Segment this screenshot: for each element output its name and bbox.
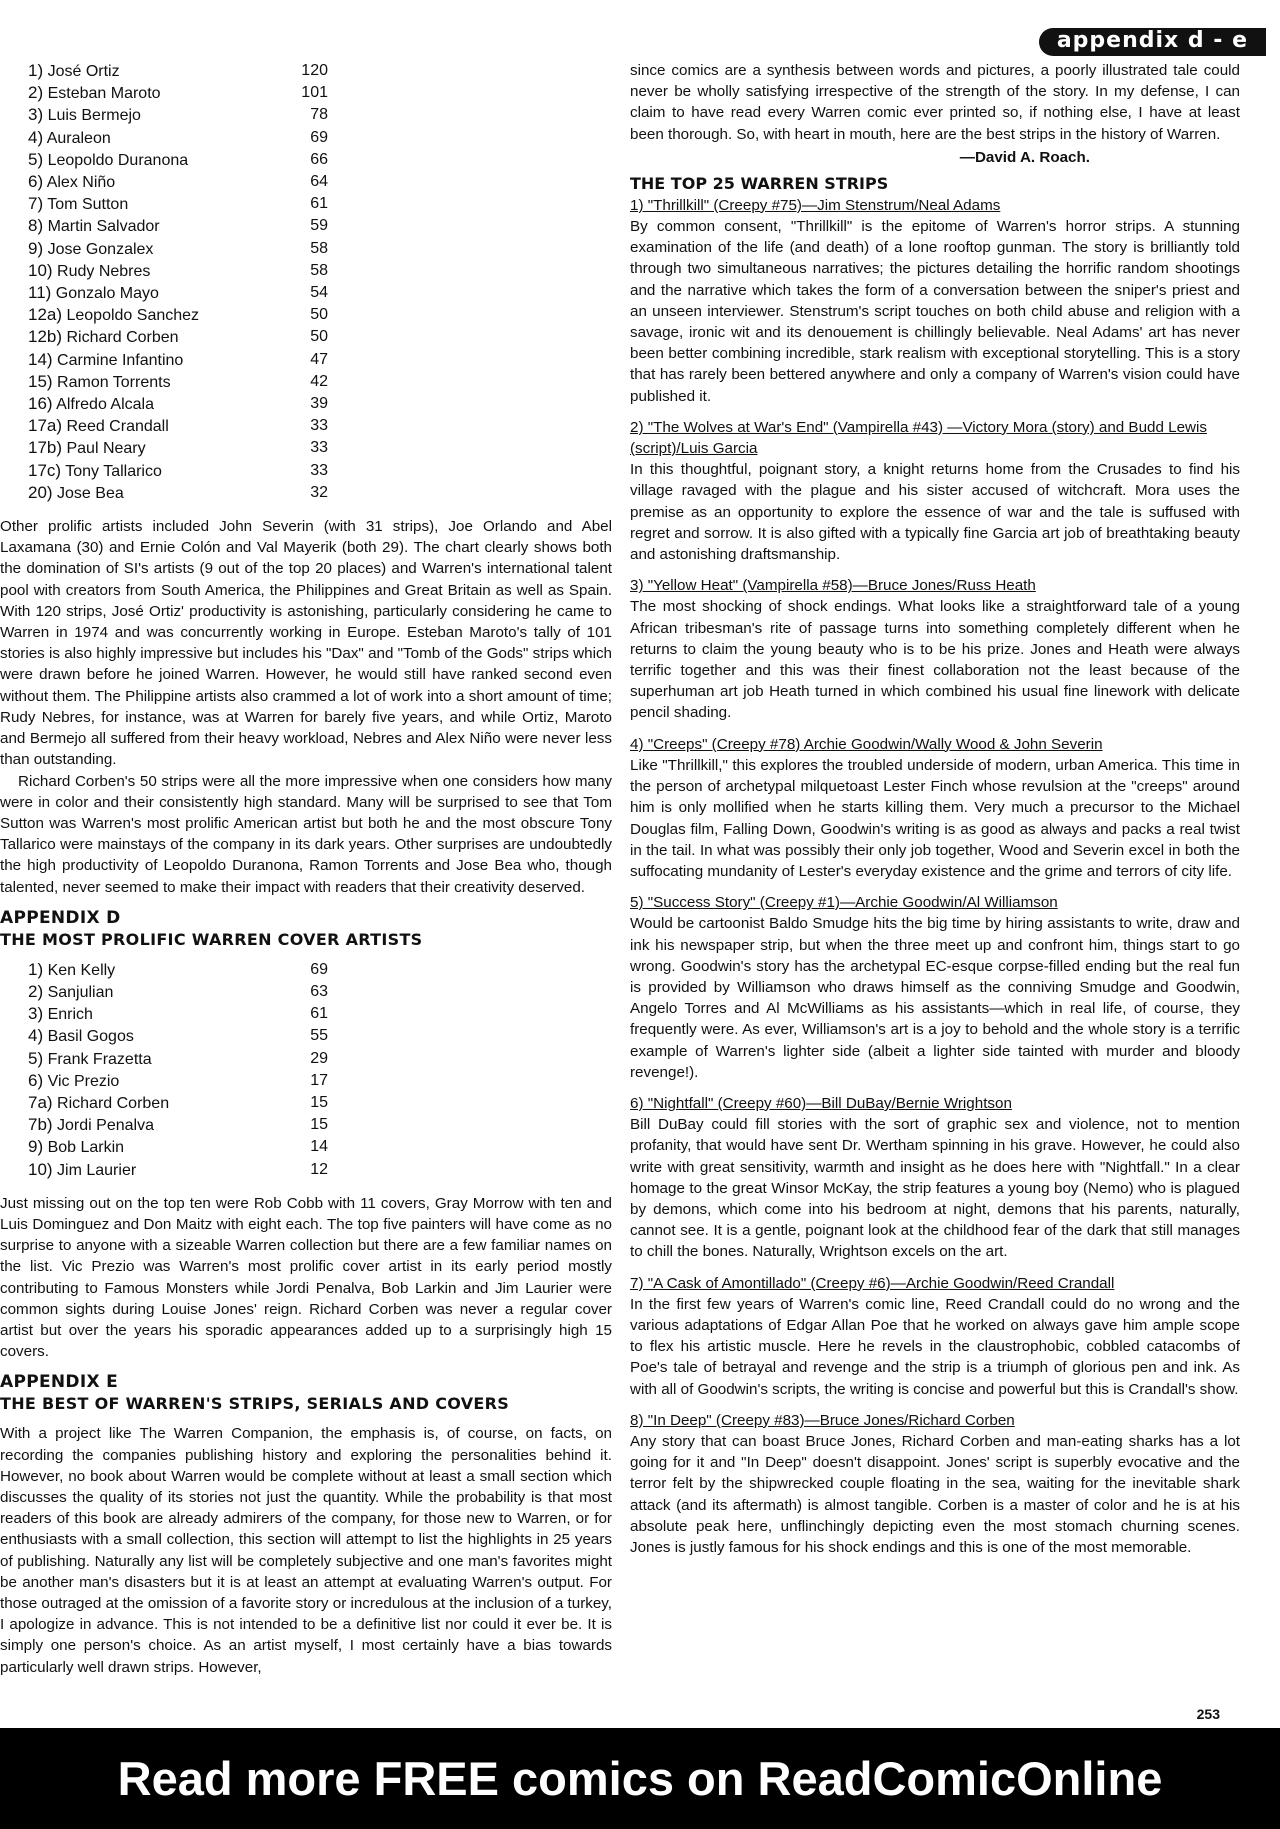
strip-artist-row <box>28 393 328 415</box>
strip-entry-title: 5) "Success Story" (Creepy #1)—Archie Goodwin/Al Williamson <box>630 894 1058 912</box>
strip-artist-row <box>28 193 328 215</box>
strip-artist-artist: Tom Sutton <box>47 196 129 214</box>
strip-artist-artist: Carmine Infantino <box>57 351 184 369</box>
strip-artist-name <box>28 415 169 437</box>
cover-artist-rank: 4) <box>28 1026 44 1046</box>
cover-artist-artist: Enrich <box>47 1006 93 1024</box>
strip-entries <box>630 195 1240 1558</box>
cover-artist-name <box>28 1025 134 1047</box>
strip-artist-row <box>28 127 328 149</box>
cover-artist-artist: Ken Kelly <box>47 961 116 979</box>
strip-entry-text: Like "Thrillkill," this explores the troubled underside of modern, urban America. This time in the person of archetypal milquetoast Lester Finch whose revulsion at the "creeps" around him is only mollified when he starts killing them. Very much a precursor to the Michael Douglas film, Falling Down, Goodwin's writing is as good as always and packs a real twist in the tail. In what was possibly their only job together, Wood and Severin excel in both the suffocating mundanity of Lester's everyday existence and the grime and terrors of city life. <box>630 756 1240 880</box>
strip-artist-artist: Leopoldo Sanchez <box>66 307 200 325</box>
strip-artist-rank: 16) <box>28 394 53 414</box>
appendix-d-title: THE MOST PROLIFIC WARREN COVER ARTISTS <box>0 929 423 949</box>
strip-artist-name <box>28 238 153 260</box>
strip-artist-count: 32 <box>310 483 328 501</box>
cover-artist-count: 55 <box>310 1027 328 1045</box>
cover-artist-name <box>28 1092 169 1114</box>
strip-artist-rank: 12b) <box>28 327 63 347</box>
strip-artist-artist: Ramon Torrents <box>57 373 171 391</box>
strip-artist-artist: Auraleon <box>46 129 111 147</box>
cover-artist-row <box>28 1092 328 1114</box>
cover-artist-count: 63 <box>310 982 328 1000</box>
strip-artist-count: 58 <box>310 239 328 257</box>
strip-entry <box>630 1093 1240 1263</box>
strip-artist-count: 39 <box>310 395 328 413</box>
cover-artist-name <box>28 1003 93 1025</box>
strip-entry-title: 2) "The Wolves at War's End" (Vampirella #43) —Victory Mora (story) and Budd Lewis (script)/Luis Garcia <box>630 418 1207 458</box>
strip-artist-rank: 5) <box>28 149 44 169</box>
cover-artist-artist: Frank Frazetta <box>47 1050 152 1068</box>
best-of-paragraph: With a project like The Warren Companion, the emphasis is, of course, on facts, on recording the companies publishing history and exploring the personalities behind it. However, no book about Warren would be complete without at least a small section which discusses the quality of its stories not just the quantity. While the probability is that most readers of this book are already admirers of the company, for those new to Warren, or for enthusiasts with a small collection, this section will attempt to list the highlights in 25 years of publishing. Naturally any list will be completely subjective and one man's favorites might be another man's disasters but it is at least an attempt at evaluating Warren's output. For those outraged at the omission of a favorite story or incredulous at the inclusion of a turkey, I apologize in advance. This is not intended to be a definitive list nor could it ever be. It is simply one person's choice. As an artist myself, I most certainly have a bias towards particularly well drawn strips. However, <box>0 1425 612 1676</box>
cover-artist-count: 12 <box>310 1160 328 1178</box>
strip-artist-row <box>28 171 328 193</box>
strip-artist-row <box>28 304 328 326</box>
strip-artist-row <box>28 260 328 282</box>
strip-artist-name <box>28 193 128 215</box>
strip-artist-rank: 7) <box>28 194 44 214</box>
strip-artist-row <box>28 282 328 304</box>
cover-artist-name <box>28 1070 119 1092</box>
cover-artist-row <box>28 1114 328 1136</box>
strip-artist-count: 54 <box>310 284 328 302</box>
cover-artist-artist: Jordi Penalva <box>57 1117 154 1135</box>
strip-artist-artist: Alfredo Alcala <box>56 396 154 414</box>
strip-artist-name <box>28 304 199 326</box>
strip-artist-artist: Jose Bea <box>57 484 124 502</box>
strip-artist-count: 64 <box>310 173 328 191</box>
strip-artist-name <box>28 371 171 393</box>
cover-artist-rank: 7b) <box>28 1115 53 1135</box>
cover-artist-artist: Sanjulian <box>47 983 114 1001</box>
strip-entry-text: By common consent, "Thrillkill" is the epitome of Warren's horror strips. A stunning examination of the life (and death) of a lone rooftop gunman. The story is brilliantly told through two simultaneous narratives; the pictures detailing the horrific random shootings and the narrative which takes the form of a conversation between the sniper's priest and an unseen interviewer. Stenstrum's script touches on both child abuse and religion with a savage, ironic wit and its denouement is chillingly believable. Neal Adams' art has never been better combining incredible, stark realism with exceptional storytelling. This is a story that has rarely been bettered anywhere and only a company of Warren's vision could have published it. <box>630 218 1240 405</box>
cover-artist-count: 29 <box>310 1049 328 1067</box>
strip-entry <box>630 1410 1240 1558</box>
cover-artist-artist: Vic Prezio <box>47 1072 120 1090</box>
strip-artists-list <box>28 60 328 504</box>
strip-artist-count: 42 <box>310 372 328 390</box>
strip-artist-artist: Tony Tallarico <box>65 462 162 480</box>
cover-artist-rank: 1) <box>28 959 44 979</box>
strip-artist-rank: 17a) <box>28 416 63 436</box>
strip-artist-rank: 10) <box>28 260 53 280</box>
strip-entry-title: 1) "Thrillkill" (Creepy #75)—Jim Stenstrum/Neal Adams <box>630 196 1001 214</box>
cover-artist-rank: 3) <box>28 1004 44 1024</box>
cover-artist-artist: Richard Corben <box>57 1094 170 1112</box>
intro-continuation: since comics are a synthesis between words and pictures, a poorly illustrated tale could never be wholly satisfying irrespective of the strength of the story. In my defense, I can claim to have read every Warren comic ever printed so, if nothing else, I have at least been thorough. So, with heart in mouth, here are the best strips in the history of Warren. <box>630 62 1240 143</box>
strip-entry <box>630 892 1240 1083</box>
cover-artist-row <box>28 1048 328 1070</box>
strip-artist-rank: 15) <box>28 371 53 391</box>
cover-artist-rank: 5) <box>28 1048 44 1068</box>
strip-artist-row <box>28 238 328 260</box>
cover-artist-name <box>28 1114 154 1136</box>
strip-artist-row <box>28 82 328 104</box>
cover-artist-count: 61 <box>310 1005 328 1023</box>
cover-artist-artist: Bob Larkin <box>47 1139 125 1157</box>
strip-artist-count: 61 <box>310 195 328 213</box>
strip-entry <box>630 575 1240 723</box>
strip-artist-artist: Luis Bermejo <box>47 107 141 125</box>
strip-artist-artist: Gonzalo Mayo <box>55 285 159 303</box>
cover-artist-rank: 6) <box>28 1070 44 1090</box>
strip-artist-row <box>28 60 328 82</box>
strip-artist-name <box>28 82 161 104</box>
strip-artist-count: 50 <box>310 306 328 324</box>
cover-artist-name <box>28 1048 152 1070</box>
cover-artists-paragraph: Just missing out on the top ten were Rob Cobb with 11 covers, Gray Morrow with ten and Luis Dominguez and Don Maitz with eight each. The top five painters will have come as no surprise to anyone with a sizeable Warren collection but there are a few familiar names on the list. Vic Prezio was Warren's most prolific cover artist in its early period mostly contributing to Famous Monsters while Jordi Penalva, Bob Larkin and Jim Laurier were common sights during Louise Jones' reign. Richard Corben was never a regular cover artist but over the years his sporadic appearances added up to a surprisingly high 15 covers. <box>0 1194 612 1361</box>
strip-artist-count: 78 <box>310 106 328 124</box>
cover-artist-rank: 10) <box>28 1159 53 1179</box>
cover-artist-row <box>28 981 328 1003</box>
cover-artist-count: 14 <box>310 1138 328 1156</box>
strip-artist-row <box>28 326 328 348</box>
strip-artist-name <box>28 260 150 282</box>
strip-artists-paragraph-2: Richard Corben's 50 strips were all the more impressive when one considers how many were in color and their consistently high standard. Many will be surprised to see that Tom Sutton was Warren's most prolific American artist but both he and the most obscure Tony Tallarico were mainstays of the company in its dark years. Other surprises are undoubtedly the high productivity of Leopoldo Duranona, Ramon Torrents and Jose Bea who, though talented, never seemed to make their impact with readers that their creativity deserved. <box>0 772 612 896</box>
strip-artist-artist: José Ortiz <box>47 63 120 80</box>
appendix-e-title: THE BEST OF WARREN'S STRIPS, SERIALS AND COVERS <box>0 1394 510 1414</box>
strip-artist-row <box>28 104 328 126</box>
cover-artist-count: 17 <box>310 1071 328 1089</box>
strip-entry-title: 6) "Nightfall" (Creepy #60)—Bill DuBay/Bernie Wrightson <box>630 1094 1012 1112</box>
strip-artist-artist: Richard Corben <box>66 329 179 347</box>
strip-artist-rank: 11) <box>28 283 52 303</box>
strip-artist-row <box>28 482 328 504</box>
strip-artist-rank: 4) <box>28 127 44 147</box>
strip-artist-row <box>28 460 328 482</box>
strip-artist-rank: 8) <box>28 216 44 236</box>
strip-artist-name <box>28 460 162 482</box>
strip-artist-rank: 12a) <box>28 305 63 325</box>
strip-artist-count: 33 <box>310 439 328 457</box>
strip-artist-count: 120 <box>301 62 328 79</box>
right-column <box>630 60 1240 1568</box>
cover-artist-row <box>28 959 328 981</box>
strip-artist-row <box>28 371 328 393</box>
cover-artist-artist: Basil Gogos <box>47 1028 134 1046</box>
strip-artist-row <box>28 415 328 437</box>
strip-artist-count: 66 <box>310 150 328 168</box>
strip-artist-name <box>28 215 160 237</box>
strip-artist-name <box>28 104 141 126</box>
cover-artist-name <box>28 1159 136 1181</box>
cover-artist-row <box>28 1136 328 1158</box>
strip-artist-row <box>28 349 328 371</box>
cover-artist-rank: 9) <box>28 1137 44 1157</box>
strip-artist-name <box>28 326 179 348</box>
author-signature: —David A. Roach. <box>959 148 1090 166</box>
strip-artist-row <box>28 149 328 171</box>
strip-artist-count: 50 <box>310 328 328 346</box>
strip-artist-artist: Alex Niño <box>46 174 116 192</box>
strip-artist-artist: Esteban Maroto <box>47 85 161 103</box>
strip-artist-row <box>28 437 328 459</box>
strip-entry-text: In this thoughtful, poignant story, a knight returns home from the Crusades to find his village ravaged with the plague and his sister accused of witchcraft. Mora uses the premise as an opportunity to explore the essence of war and the tale is suffused with regret and sorrow. It is also gifted with a typically fine Garcia art job of breathtaking beauty and astonishing draftsmanship. <box>630 461 1240 564</box>
strip-entry-text: Bill DuBay could fill stories with the sort of graphic sex and violence, not to mention profanity, that would have sent Dr. Wertham spinning in his grave. However, he could also write with great sensitivity, warmth and insight as he does here with "Nightfall." In a clear homage to the great Winsor McKay, the strip features a young boy (Nemo) who is plagued by demons, which come into his bedroom at night, demons that his parents, naturally, cannot see. It is a gentle, poignant look at the childhood fear of the dark that still manages to chill the bones. Naturally, Wrightson excels on the art. <box>630 1116 1240 1261</box>
strip-artist-name <box>28 60 120 82</box>
cover-artists-list <box>28 959 328 1181</box>
strip-artist-artist: Leopoldo Duranona <box>47 151 189 169</box>
cover-artist-row <box>28 1159 328 1181</box>
strip-entry-title: 4) "Creeps" (Creepy #78) Archie Goodwin/Wally Wood & John Severin <box>630 735 1103 753</box>
cover-artist-row <box>28 1070 328 1092</box>
strip-artist-rank: 20) <box>28 482 53 502</box>
strip-entry-text: In the first few years of Warren's comic line, Reed Crandall could do no wrong and the various adaptations of Edgar Allan Poe that he worked on always gave him ample scope to flex his artistic muscle. Here he revels in the claustrophobic, cobbled catacombs of Poe's tale of betrayal and revenge and the strip is a triumph of glorious pen and ink. As with all of Goodwin's scripts, the writing is concise and powerful but this is Crandall's show. <box>630 1295 1240 1398</box>
strip-artist-name <box>28 127 111 149</box>
strip-artist-count: 33 <box>310 461 328 479</box>
strip-artist-artist: Martin Salvador <box>47 218 160 236</box>
strip-artist-artist: Reed Crandall <box>66 418 169 436</box>
strip-artist-rank: 14) <box>28 349 53 369</box>
strip-artist-name <box>28 282 159 304</box>
cover-artist-row <box>28 1025 328 1047</box>
strip-artist-rank: 1) <box>28 61 44 80</box>
left-column <box>0 60 612 1678</box>
strip-artist-name <box>28 171 115 193</box>
strip-entry-text: Would be cartoonist Baldo Smudge hits the big time by hiring assistants to write, draw and ink his newspaper strip, but when the three meet up and confront him, things start to go wrong. Goodwin's story has the archetypal EC-esque corpse-filled ending but the real fun is provided by Williamson who draws himself as the conniving Smudge and Goodwin, Angelo Torres and Al McWilliams as his assistants—which in real life, of course, they frequently were. As ever, Williamson's art is a joy to behold and the whole story is a terrific example of Warren's lighter side (albeit a lighter side tainted with murder and bloody revenge!). <box>630 915 1240 1081</box>
strip-entry <box>630 1273 1240 1400</box>
strip-artist-count: 58 <box>310 261 328 279</box>
strip-artist-name <box>28 393 154 415</box>
strip-artist-name <box>28 349 183 371</box>
cover-artist-count: 15 <box>310 1116 328 1134</box>
strip-artist-rank: 2) <box>28 83 44 103</box>
page-number: 253 <box>1196 1706 1220 1722</box>
top25-heading: THE TOP 25 WARREN STRIPS <box>630 173 889 193</box>
cover-artist-name <box>28 1136 124 1158</box>
strip-artist-rank: 6) <box>28 172 44 192</box>
strip-artist-count: 69 <box>310 128 328 146</box>
strip-artist-row <box>28 215 328 237</box>
strip-artists-paragraph-1: Other prolific artists included John Severin (with 31 strips), Joe Orlando and Abel Laxamana (30) and Ernie Colón and Val Mayerik (both 29). The chart clearly shows both the domination of SI's artists (9 out of the top 20 places) and Warren's international talent pool with creators from South America, the Philippines and Great Britain as well as Spain. With 120 strips, José Ortiz' productivity is astonishing, particularly considering he came to Warren in 1974 and was concurrently working in Europe. Esteban Maroto's tally of 101 stories is also highly impressive but includes his "Dax" and "Tomb of the Gods" strips which were drawn before he joined Warren. However, he would still have ranked second even without them. The Philippine artists also crammed a lot of work into a short amount of time; Rudy Nebres, for instance, was at Warren for barely five years, and while Ortiz, Maroto and Bermejo all suffered from their heavy workload, Nebres and Alex Niño were never less than outstanding. <box>0 518 612 769</box>
strip-artist-rank: 17c) <box>28 460 62 480</box>
cover-artist-count: 15 <box>310 1093 328 1111</box>
cover-artist-row <box>28 1003 328 1025</box>
strip-artist-count: 101 <box>301 84 328 102</box>
strip-entry-text: The most shocking of shock endings. What looks like a straightforward tale of a young African tribesman's rite of passage turns into something completely different when he returns to claim the young beauty who is to be his prize. Jones and Heath were always terrific together and this was their finest collaboration not the least because of the superhuman art job Heath turned in which combined his usual fine linework with delicate pencil shading. <box>630 598 1240 722</box>
strip-entry-text: Any story that can boast Bruce Jones, Richard Corben and man-eating sharks has a lot going for it and "In Deep" doesn't disappoint. Jones' script is superbly evocative and the terror felt by the shipwrecked couple floating in the sea, waiting for the inevitable shark attack (and its aftermath) is almost tangible. Corben is a master of color and he is at his absolute peak here, unflinchingly depicting even the most stomach churning scenes. Jones is justly famous for his shock endings and this is one of the most memorable. <box>630 1432 1240 1556</box>
strip-artist-artist: Rudy Nebres <box>57 262 151 280</box>
strip-entry-title: 3) "Yellow Heat" (Vampirella #58)—Bruce Jones/Russ Heath <box>630 577 1036 595</box>
strip-entry <box>630 734 1240 882</box>
cover-artist-rank: 2) <box>28 981 44 1001</box>
strip-artist-name <box>28 482 124 504</box>
strip-artist-count: 47 <box>310 350 328 368</box>
strip-entry <box>630 195 1240 407</box>
strip-entry <box>630 417 1240 565</box>
cover-artist-rank: 7a) <box>28 1092 53 1112</box>
cover-artist-name <box>28 981 113 1003</box>
cover-artist-artist: Jim Laurier <box>57 1161 137 1179</box>
cover-artist-count: 69 <box>310 960 328 978</box>
strip-entry-title: 7) "A Cask of Amontillado" (Creepy #6)—Archie Goodwin/Reed Crandall <box>630 1274 1115 1292</box>
promo-banner-text[interactable]: Read more FREE comics on ReadComicOnline <box>117 1752 1163 1805</box>
strip-artist-name <box>28 149 188 171</box>
strip-artist-count: 59 <box>310 217 328 235</box>
appendix-header-tag: appendix d - e <box>1039 28 1266 56</box>
appendix-d-label: APPENDIX D <box>0 907 121 928</box>
cover-artist-name <box>28 959 115 981</box>
strip-artist-rank: 9) <box>28 238 44 258</box>
appendix-e-label: APPENDIX E <box>0 1372 118 1393</box>
strip-artist-artist: Paul Neary <box>66 440 146 458</box>
strip-artist-name <box>28 437 146 459</box>
strip-artist-count: 33 <box>310 417 328 435</box>
strip-artist-rank: 3) <box>28 105 44 125</box>
promo-banner[interactable] <box>0 1728 1280 1829</box>
strip-artist-artist: Jose Gonzalex <box>47 240 154 258</box>
strip-artist-rank: 17b) <box>28 438 63 458</box>
strip-entry-title: 8) "In Deep" (Creepy #83)—Bruce Jones/Richard Corben <box>630 1411 1015 1429</box>
